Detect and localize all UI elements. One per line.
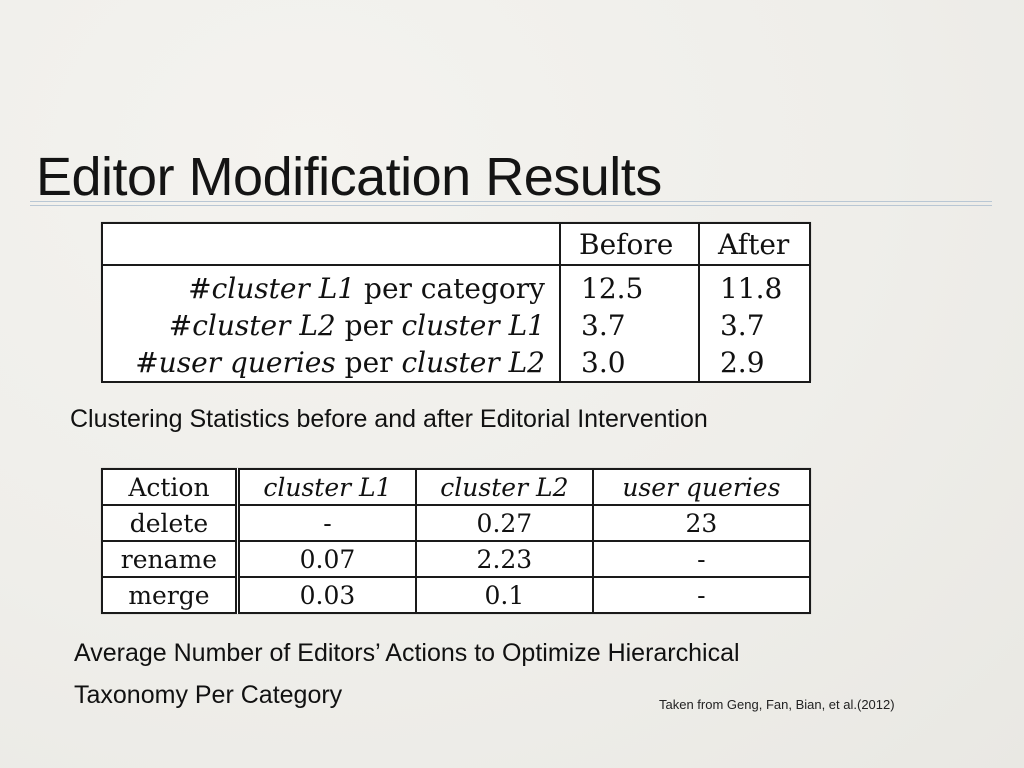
value-cell: - (237, 505, 416, 541)
slide-title: Editor Modification Results (36, 147, 662, 207)
source-credit: Taken from Geng, Fan, Bian, et al.(2012) (659, 697, 895, 712)
value-cell: 2.23 (416, 541, 593, 577)
value-cell: 0.27 (416, 505, 593, 541)
after-value: 3.7 (699, 307, 810, 344)
before-value: 12.5 (560, 265, 699, 307)
table-row (102, 541, 810, 577)
header-action: Action (102, 469, 237, 505)
row-label: #user queries per cluster L2 (102, 344, 560, 382)
table-corner-cell (102, 223, 560, 265)
action-cell: rename (102, 541, 237, 577)
table2-caption-line2: Taxonomy Per Category (74, 681, 343, 709)
action-cell: delete (102, 505, 237, 541)
table-row (102, 307, 810, 344)
value-cell: 0.07 (237, 541, 416, 577)
editor-actions-table (101, 468, 811, 614)
value-cell: 0.1 (416, 577, 593, 613)
before-value: 3.7 (560, 307, 699, 344)
header-before: Before (560, 223, 699, 265)
value-cell: - (593, 541, 810, 577)
value-cell: 23 (593, 505, 810, 541)
clustering-statistics-table (101, 222, 811, 381)
after-value: 2.9 (699, 344, 810, 382)
table-row (102, 265, 810, 307)
action-cell: merge (102, 577, 237, 613)
table2-caption (74, 632, 740, 716)
header-cluster-l2: cluster L2 (416, 469, 593, 505)
header-cluster-l1: cluster L1 (237, 469, 416, 505)
after-value: 11.8 (699, 265, 810, 307)
header-user-queries: user queries (593, 469, 810, 505)
title-divider (30, 201, 992, 206)
table-row (102, 505, 810, 541)
table-row (102, 577, 810, 613)
row-label: #cluster L1 per category (102, 265, 560, 307)
row-label: #cluster L2 per cluster L1 (102, 307, 560, 344)
table1-caption: Clustering Statistics before and after Editorial Intervention (70, 405, 708, 433)
value-cell: 0.03 (237, 577, 416, 613)
before-value: 3.0 (560, 344, 699, 382)
table-row (102, 344, 810, 382)
table2-caption-line1: Average Number of Editors’ Actions to Optimize Hierarchical (74, 639, 740, 667)
header-after: After (699, 223, 810, 265)
value-cell: - (593, 577, 810, 613)
